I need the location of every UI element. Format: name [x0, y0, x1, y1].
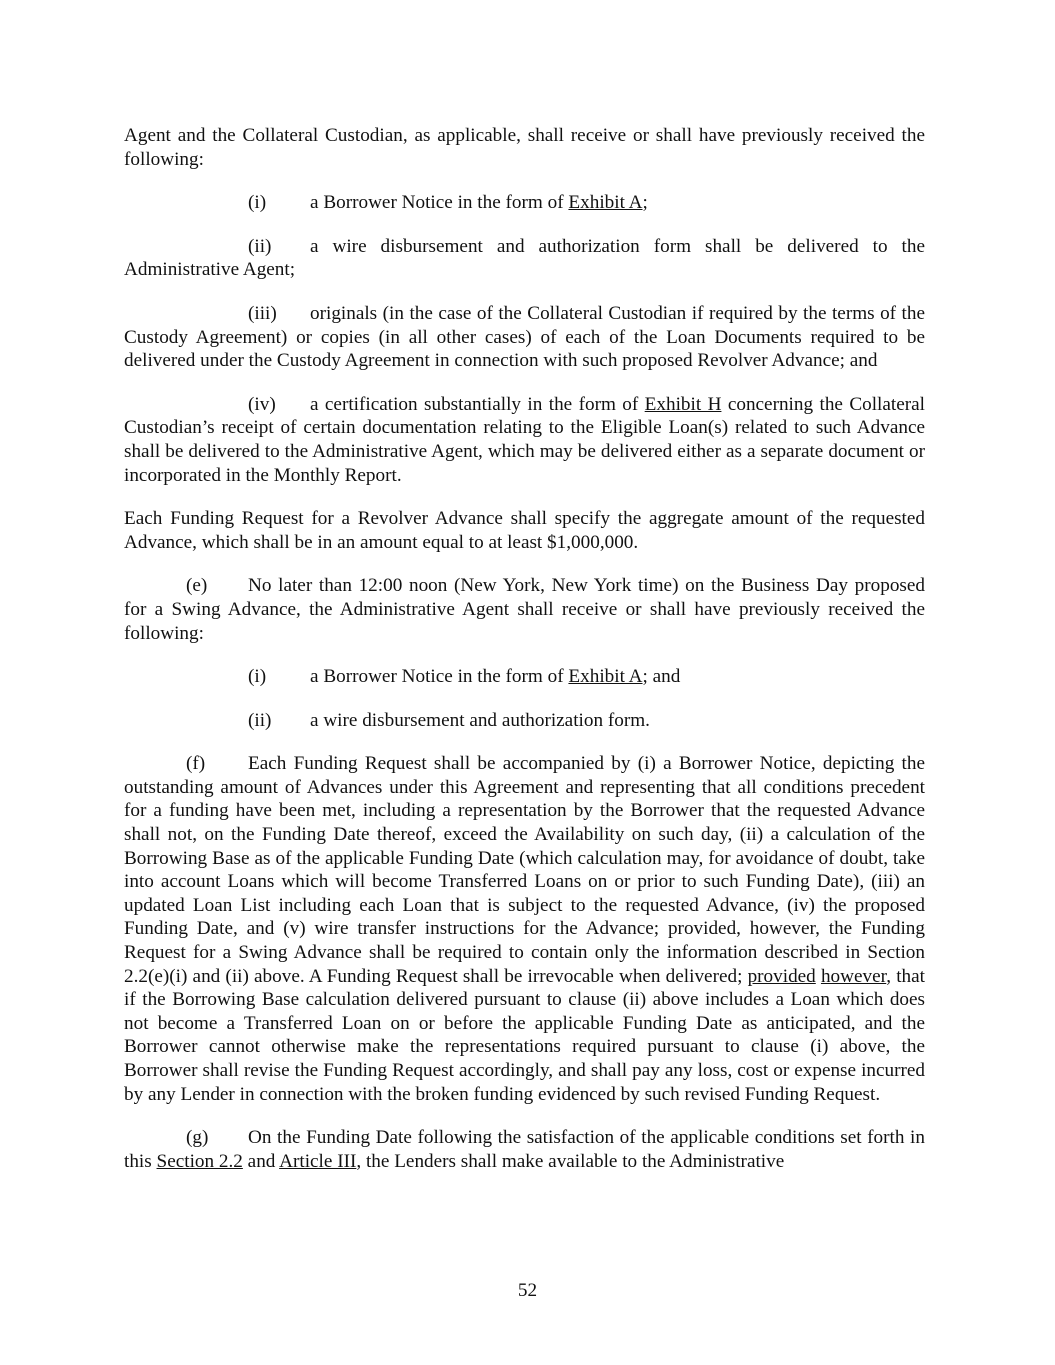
- list1-item-ii-label: (ii): [248, 235, 272, 257]
- page-number: 52: [517, 1280, 538, 1301]
- section-g-tail: , the Lenders shall make available to the Administrative: [356, 1150, 785, 1172]
- exhibit-a-link-2[interactable]: Exhibit A: [568, 666, 643, 688]
- section-f-text-1: Each Funding Request shall be accompanied by (i) a Borrower Notice, depicting the outstanding amount of Advances under this Agreement and representing that all conditions precedent for a funding have been met, including a representation by the Borrower that the requested Advance shall not, on the Funding Date thereof, exceed the Availability on such day, (ii) a calculation of the Borrowing Base as of the applicable Funding Date (which calculation may, for avoidance of doubt, take into account Loans which will become Transferred Loans on or prior to such Funding Date), (iii) an updated Loan List including each Loan that is subject to the requested Advance, (iv) the proposed Funding Date, and (v) wire transfer instructions for the Advance; provided, however, the Funding Request for a Swing Advance shall be required to contain only the information described in Section 2.2(e)(i) and (ii) above. A Funding Request shall be irrevocable when delivered;: [124, 753, 925, 987]
- section-e-text: No later than 12:00 noon (New York, New York time) on the Business Day proposed for a Swing Advance, the Administrative Agent shall receive or shall have previously received the following:: [124, 575, 925, 644]
- list1-item-iv: [124, 393, 925, 487]
- section-g-text: On the Funding Date following the satisfaction of the applicable conditions set forth in this: [124, 1127, 925, 1172]
- section-e-paragraph: [124, 574, 925, 645]
- section-g-paragraph: [124, 1126, 925, 1173]
- list1-item-iv-label: (iv): [248, 393, 276, 415]
- section-e-label: (e): [186, 575, 208, 597]
- list2-item-i-text: a Borrower Notice in the form of: [310, 666, 569, 688]
- intro-paragraph: Agent and the Collateral Custodian, as applicable, shall receive or shall have previously received the following:: [124, 125, 925, 170]
- list1-item-iv-text: a certification substantially in the form of: [310, 393, 645, 415]
- section-g-mid: and: [242, 1150, 280, 1172]
- list1-item-iii: [124, 302, 925, 373]
- section-g-label: (g): [186, 1127, 209, 1149]
- list1-item-iv-tail: concerning the Collateral Custodian’s receipt of certain documentation relating to the Eligible Loan(s) related to such Advance shall be delivered to the Administrative Agent, which may be delivered either as a separate document or incorporated in the Monthly Report.: [124, 393, 925, 486]
- list2-item-i-label: (i): [248, 666, 267, 688]
- section-2-2-link[interactable]: Section 2.2: [156, 1150, 243, 1172]
- list2-item-ii: [248, 709, 925, 733]
- exhibit-a-link[interactable]: Exhibit A: [568, 192, 643, 214]
- section-f-label: (f): [186, 753, 206, 775]
- provided-term: provided: [747, 965, 816, 987]
- list2-item-ii-label: (ii): [248, 709, 272, 731]
- list1-item-iii-label: (iii): [248, 302, 277, 324]
- list2-item-i: [248, 665, 925, 689]
- list1-item-ii-text: a wire disbursement and authorization form shall be delivered to the Administrative Agent;: [124, 235, 925, 281]
- list1-item-i: [248, 191, 925, 215]
- section-f-paragraph: [124, 752, 925, 1106]
- article-iii-link[interactable]: Article III: [279, 1150, 357, 1172]
- exhibit-h-link[interactable]: Exhibit H: [644, 393, 722, 415]
- document-page: [124, 124, 925, 1193]
- list1-item-ii: [124, 235, 925, 282]
- revolver-advance-paragraph: Each Funding Request for a Revolver Advance shall specify the aggregate amount of the requested Advance, which shall be in an amount equal to at least $1,000,000.: [124, 508, 925, 553]
- list2-item-i-tail: ; and: [642, 666, 681, 688]
- list1-item-i-text: a Borrower Notice in the form of: [310, 192, 569, 214]
- list1-item-i-tail: ;: [642, 192, 648, 214]
- list2-item-ii-text: a wire disbursement and authorization form.: [310, 709, 650, 731]
- list1-item-i-label: (i): [248, 192, 267, 214]
- section-f-text-2: , that if the Borrowing Base calculation delivered pursuant to clause (ii) above includes a Loan which does not become a Transferred Loan on or before the applicable Funding Date as anticipated, and the Borrower cannot otherwise make the representations required pursuant to clause (i) above, the Borrower shall revise the Funding Request accordingly, and shall pay any loss, cost or expense incurred by any Lender in connection with the broken funding evidenced by such revised Funding Request.: [124, 965, 925, 1105]
- however-term: however: [820, 965, 887, 987]
- list1-item-iii-text: originals (in the case of the Collateral Custodian if required by the terms of the Custody Agreement) or copies (in all other cases) of each of the Loan Documents required to be delivered under the Custody Agreement in connection with such proposed Revolver Advance; and: [124, 302, 925, 372]
